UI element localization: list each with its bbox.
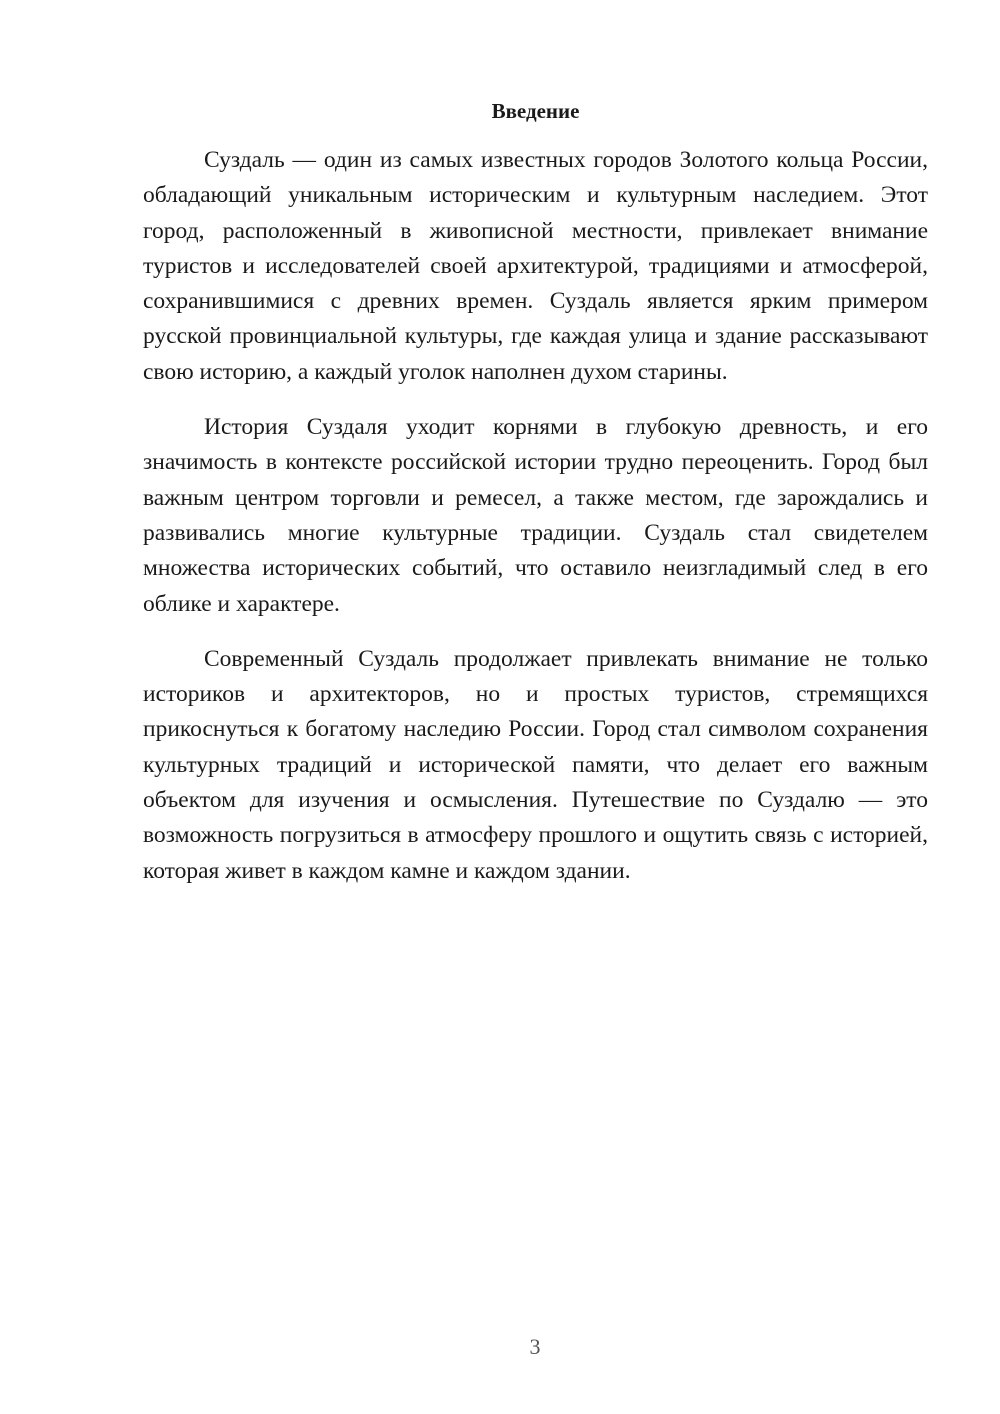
page-title: Введение <box>491 99 580 123</box>
body-text <box>143 143 928 909</box>
paragraph-2: История Суздаля уходит корнями в глубокую древность, и его значимость в контексте российской истории трудно переоценить. Город был важным центром торговли и ремесел, а также местом, где зарождались и развивались многие культурные традиции. Суздаль стал свидетелем множества исторических событий, что оставило неизгладимый след в его облике и характере. <box>143 414 928 617</box>
paragraph-3: Современный Суздаль продолжает привлекать внимание не только историков и архитекторов, но и простых туристов, стремящихся прикоснуться к богатому наследию России. Город стал символом сохранения культурных традиций и исторической памяти, что делает его важным объектом для изучения и осмысления. Путешествие по Суздалю — это возможность погрузиться в атмосферу прошлого и ощутить связь с историей, которая живет в каждом камне и каждом здании. <box>143 645 928 884</box>
page-number: 3 <box>529 1334 541 1359</box>
paragraph-1: Суздаль — один из самых известных городов Золотого кольца России, обладающий уникальным историческим и культурным наследием. Этот город, расположенный в живописной местности, привлекает внимание туристов и исследователей своей архитектурой, традициями и атмосферой, сохранившимися с древних времен. Суздаль является ярким примером русской провинциальной культуры, где каждая улица и здание рассказывают свою историю, а каждый уголок наполнен духом старины. <box>143 147 928 385</box>
